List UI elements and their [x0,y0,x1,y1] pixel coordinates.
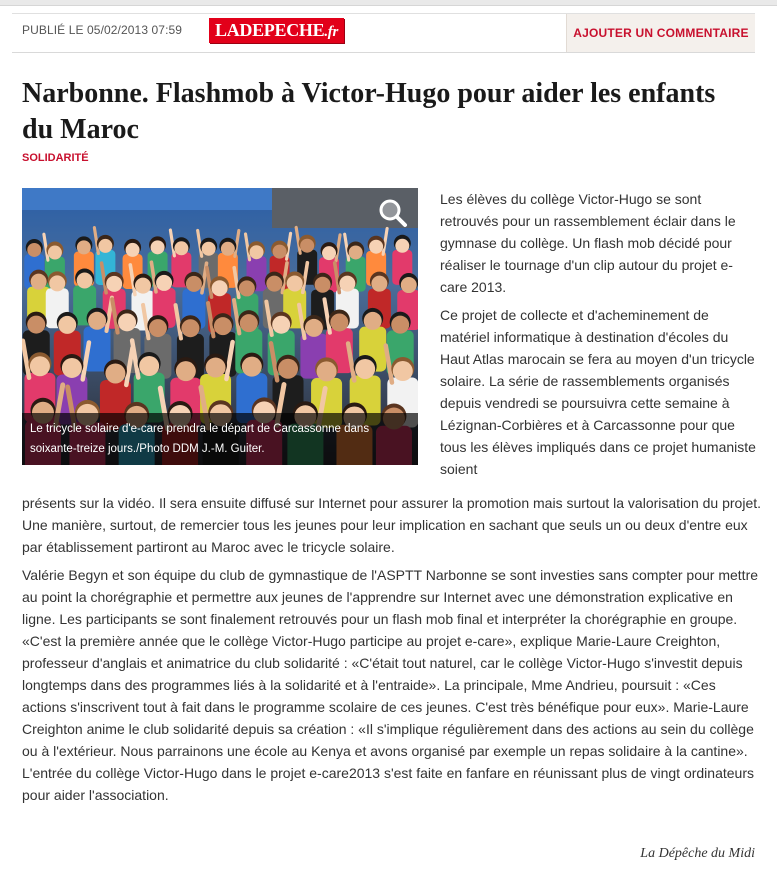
magnifier-icon[interactable] [378,198,408,228]
ladepeche-logo[interactable] [209,18,344,43]
top-border [0,0,777,6]
paragraph: Valérie Begyn et son équipe du club de gymnastique de l'ASPTT Narbonne se sont investies sans compter pour mettre au point la chorégraphie et permettre aux jeunes de l'apprendre sur Internet avec une démonstration explicative en ligne. Les participants se sont finalement retrouvés pour un flash mob final et interpréter la chorégraphie en groupe. «C'est la première année que le collège Victor-Hugo participe au projet e-care», explique Marie-Laure Creighton, professeur d'anglais et animatrice du club solidarité : «C'était tout naturel, car le collège Victor-Hugo s'investit depuis longtemps dans des programmes liés à la solidarité et à l'entraide». La principale, Mme Andrieu, poursuit : «Ces actions s'inscrivent tout à fait dans le programme scolaire de ces jeunes. C'est très bénéfique pour eux». Marie-Laure Creighton anime le club solidarité depuis sa création : «Il s'implique régulièrement dans des actions au sein du collège ou à l'extérieur. Nous parrainons une école au Kenya et avons organisé par exemple un repas solidaire à la cantine». L'entrée du collège Victor-Hugo dans le projet e-care2013 s'est faite en fanfare en réunissant plus de vingt ordinateurs pour aider l'association. [22,567,759,803]
paragraph: Les élèves du collège Victor-Hugo se sont retrouvés pour un rassemblement éclair dans le gymnase du collège. Un flash mob décidé pour réaliser le tournage d'un clip autour du projet e-care 2013. [440,191,736,295]
photo-caption: Le tricycle solaire d'e-care prendra le départ de Carcassonne dans soixante-treize jours./Photo DDM J.-M. Guiter. [22,413,418,465]
article-category[interactable]: SOLIDARITÉ [22,152,89,164]
paragraph: présents sur la vidéo. Il sera ensuite diffusé sur Internet pour assurer la promotion mais surtout la valorisation du projet. Une manière, surtout, de remercier tous les jeunes pour leur implication en sachant que seuls un ou deux d'entre eux par établissement partiront au Maroc avec le tricycle solaire. [22,495,762,555]
logo-main-text: LADEPECHE [215,20,325,40]
article-intro [440,188,760,486]
article-title: Narbonne. Flashmob à Victor-Hugo pour aider les enfants du Maroc [22,78,716,145]
article-body [22,492,762,812]
add-comment-button[interactable]: AJOUTER UN COMMENTAIRE [566,14,755,52]
logo-suffix-text: .fr [324,24,339,40]
article-source: La Dépêche du Midi [640,846,755,861]
article-header [12,13,755,53]
article-photo[interactable] [22,188,418,465]
paragraph: Ce projet de collecte et d'acheminement de matériel informatique à destination d'écoles du Haut Atlas marocain se fera au moyen d'un tricycle solaire. La série de rassemblements organisés depuis vendredi se poursuivra cette semaine à Lézignan-Corbières et à Carcassonne pour que tous les élèves impliqués dans ce projet humaniste soient [440,307,756,477]
publication-date: PUBLIÉ LE 05/02/2013 07:59 [22,23,183,37]
